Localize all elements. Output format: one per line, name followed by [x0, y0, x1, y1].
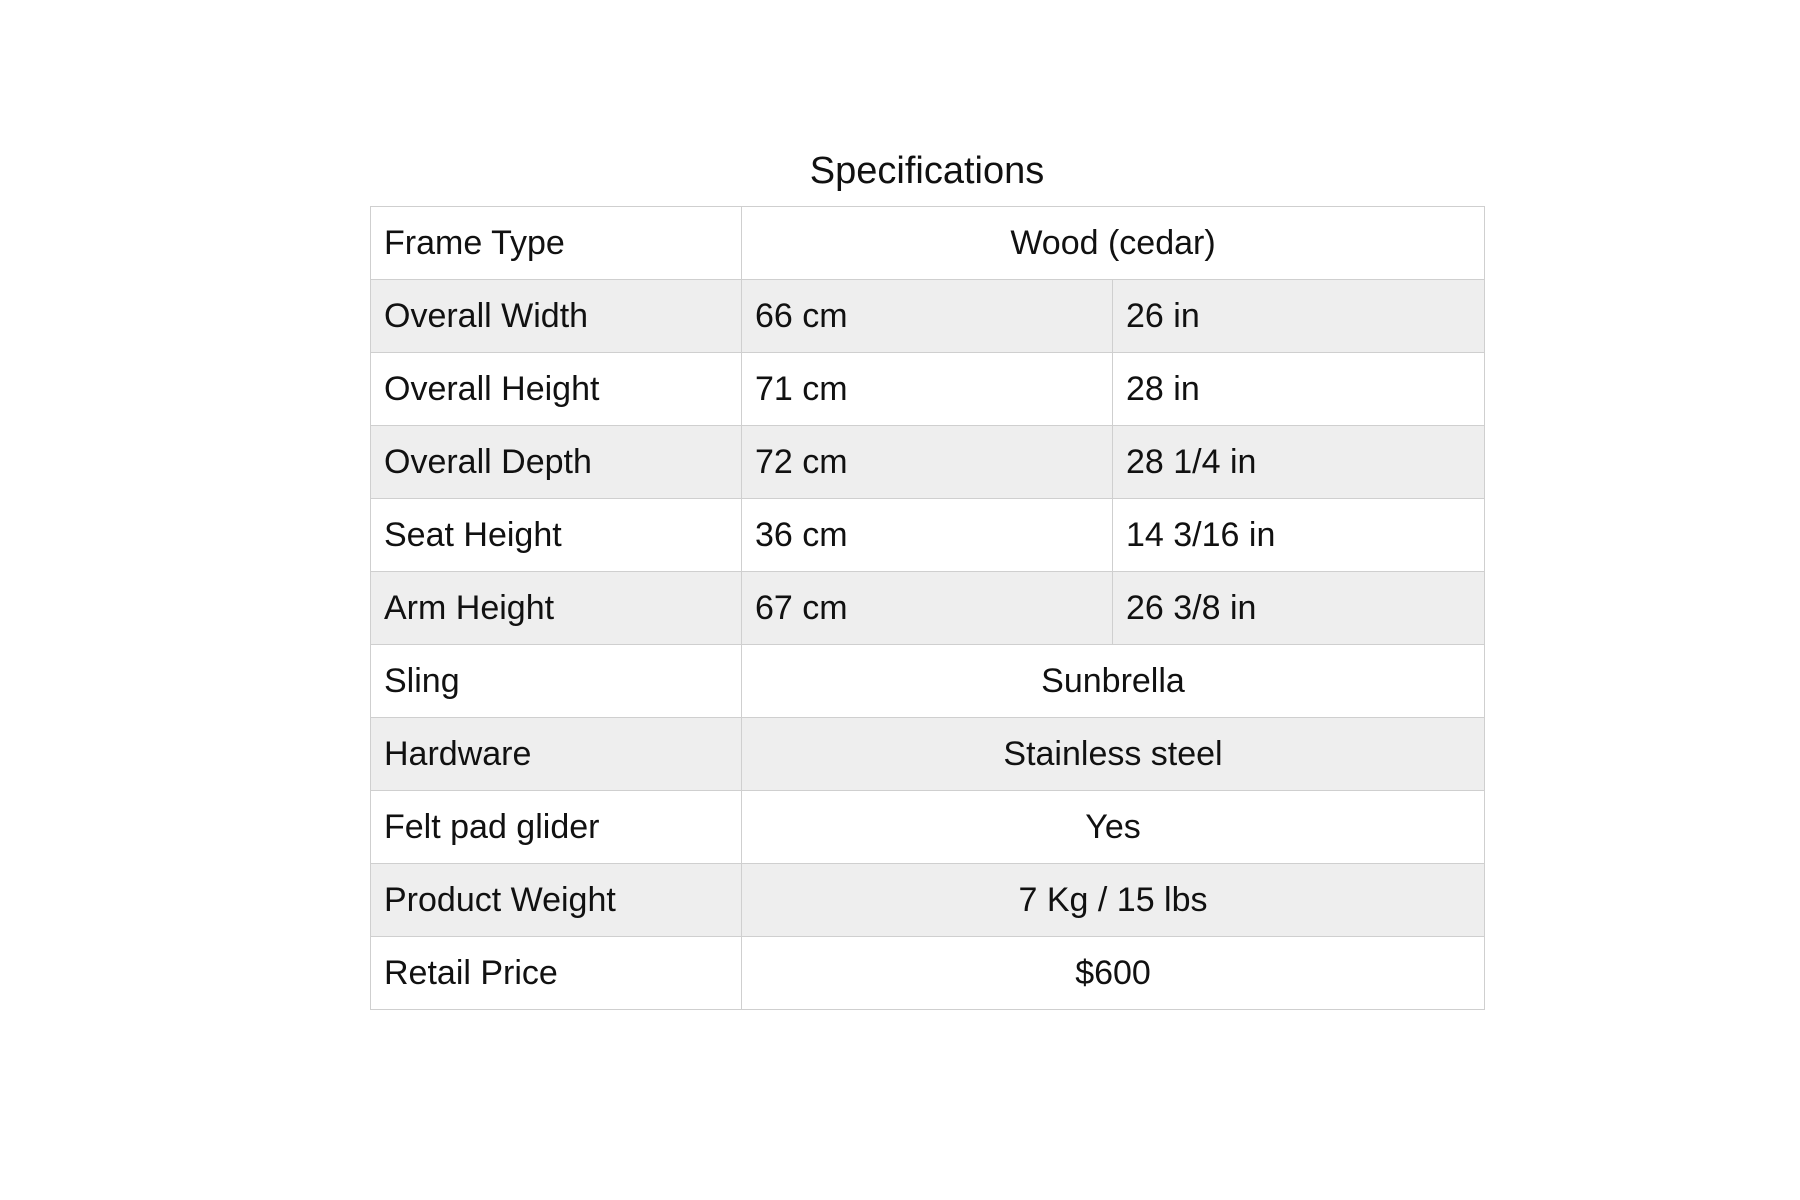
row-label: Hardware	[371, 718, 742, 791]
row-label: Overall Depth	[371, 426, 742, 499]
table-row-overall-depth	[371, 426, 1485, 499]
table-row-overall-width	[371, 280, 1485, 353]
table-row-sling	[371, 645, 1485, 718]
row-value: Sunbrella	[742, 645, 1485, 718]
row-value: 7 Kg / 15 lbs	[742, 864, 1485, 937]
row-imperial-value: 28 in	[1113, 353, 1485, 426]
table-row-overall-height	[371, 353, 1485, 426]
row-label: Sling	[371, 645, 742, 718]
table-row-product-weight	[371, 864, 1485, 937]
table-row-seat-height	[371, 499, 1485, 572]
table-row-arm-height	[371, 572, 1485, 645]
table-row-felt-pad-glider	[371, 791, 1485, 864]
row-value: Yes	[742, 791, 1485, 864]
row-label: Seat Height	[371, 499, 742, 572]
row-metric-value: 71 cm	[742, 353, 1113, 426]
row-metric-value: 67 cm	[742, 572, 1113, 645]
table-row-hardware	[371, 718, 1485, 791]
row-label: Arm Height	[371, 572, 742, 645]
table-title: Specifications	[809, 150, 1045, 192]
row-imperial-value: 26 3/8 in	[1113, 572, 1485, 645]
row-label: Frame Type	[371, 207, 742, 280]
row-label: Product Weight	[371, 864, 742, 937]
row-metric-value: 72 cm	[742, 426, 1113, 499]
row-value: Wood (cedar)	[742, 207, 1485, 280]
row-metric-value: 36 cm	[742, 499, 1113, 572]
row-value: $600	[742, 937, 1485, 1010]
row-label: Overall Width	[371, 280, 742, 353]
table-row-retail-price	[371, 937, 1485, 1010]
row-label: Retail Price	[371, 937, 742, 1010]
row-imperial-value: 14 3/16 in	[1113, 499, 1485, 572]
row-label: Overall Height	[371, 353, 742, 426]
row-imperial-value: 28 1/4 in	[1113, 426, 1485, 499]
row-value: Stainless steel	[742, 718, 1485, 791]
row-imperial-value: 26 in	[1113, 280, 1485, 353]
row-label: Felt pad glider	[371, 791, 742, 864]
table-row-frame-type	[371, 207, 1485, 280]
specifications-table	[370, 206, 1485, 1010]
row-metric-value: 66 cm	[742, 280, 1113, 353]
